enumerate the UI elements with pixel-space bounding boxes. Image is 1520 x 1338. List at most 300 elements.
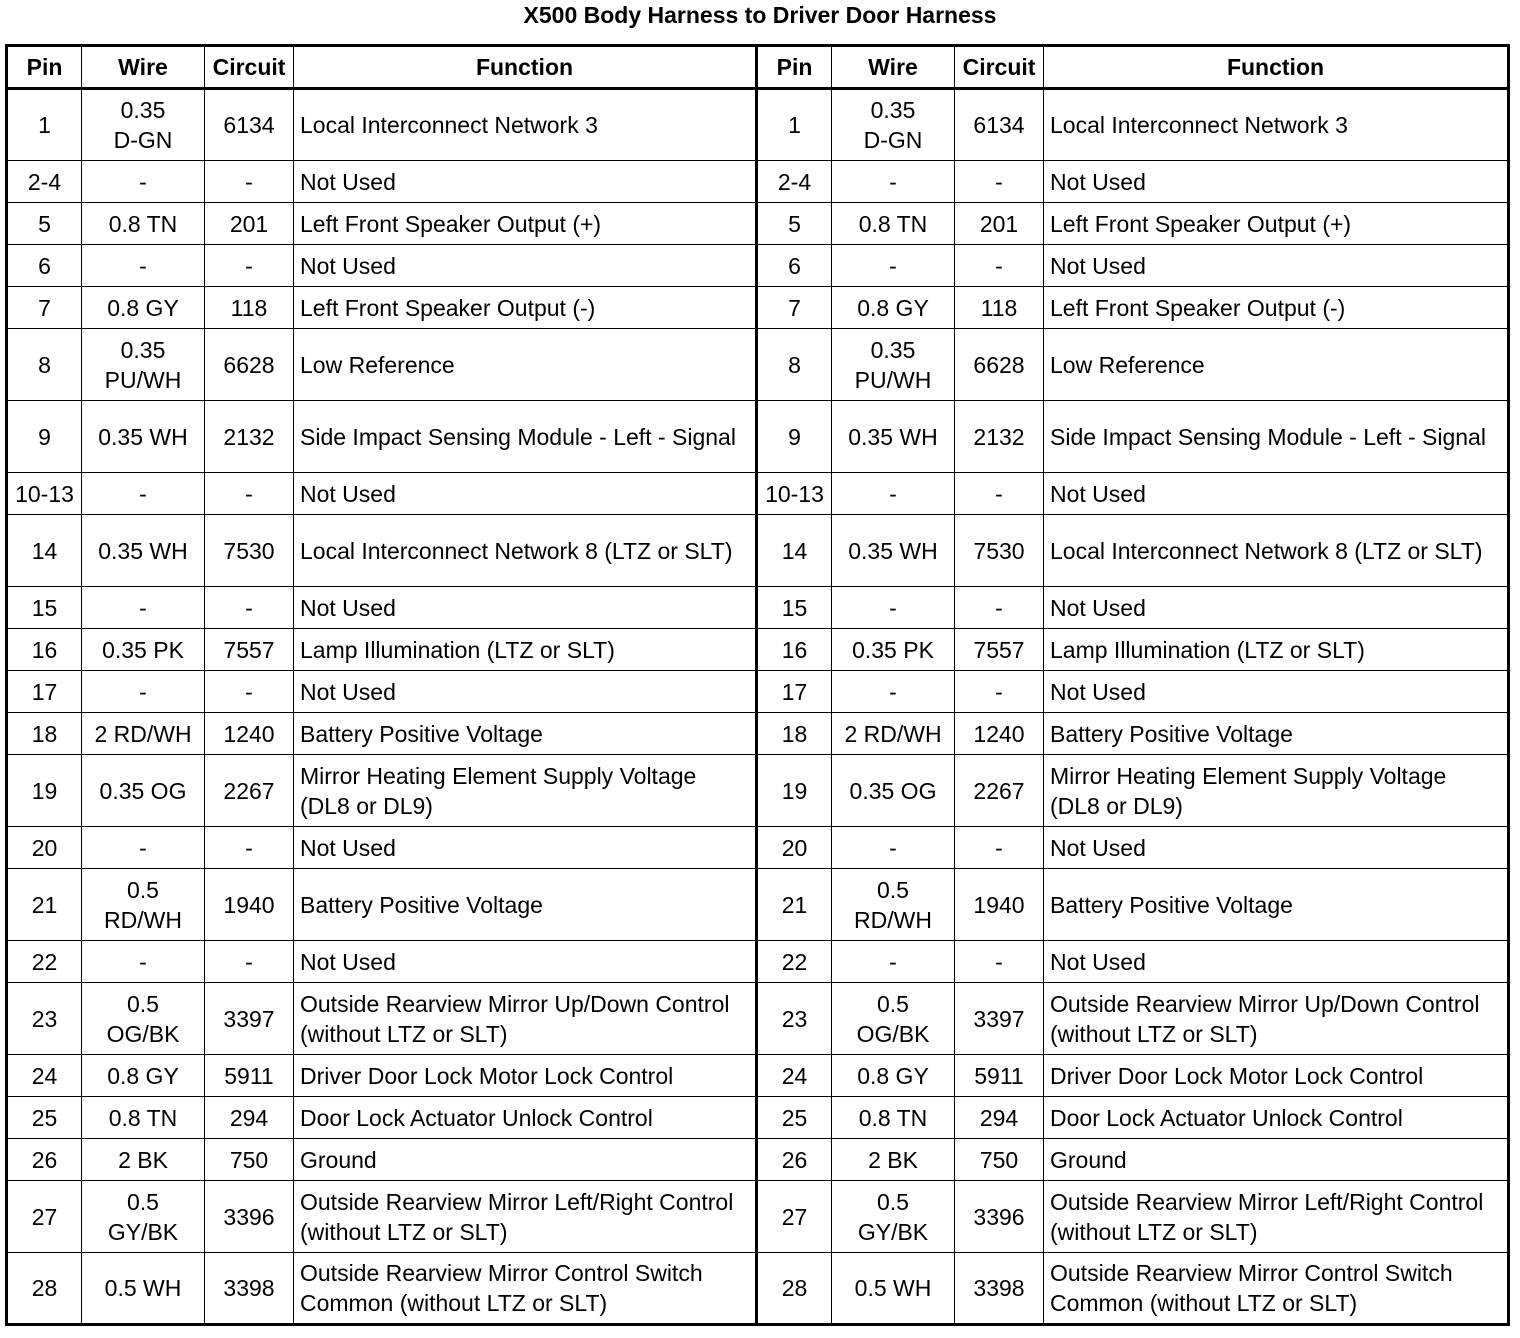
function-cell xyxy=(1044,1181,1509,1253)
function-cell-text: Door Lock Actuator Unlock Control xyxy=(1050,1104,1403,1131)
circuit-cell xyxy=(955,1055,1044,1097)
pin-cell xyxy=(7,671,82,713)
circuit-cell-text: 2267 xyxy=(973,777,1025,804)
circuit-cell xyxy=(955,515,1044,587)
wire-cell-text: 0.35 D-GN xyxy=(113,97,173,153)
function-cell-text: Battery Positive Voltage xyxy=(300,891,543,918)
wire-cell-text: 0.8 TN xyxy=(108,210,178,237)
function-cell-text: Driver Door Lock Motor Lock Control xyxy=(300,1062,674,1089)
function-cell-text: Local Interconnect Network 8 (LTZ or SLT) xyxy=(1050,537,1483,564)
circuit-cell-text: 6134 xyxy=(973,112,1025,138)
function-cell xyxy=(294,515,757,587)
function-cell-text: Local Interconnect Network 3 xyxy=(300,112,598,138)
circuit-cell xyxy=(205,713,294,755)
function-cell xyxy=(1044,473,1509,515)
function-cell-text: Not Used xyxy=(300,678,396,705)
function-cell-text: Lamp Illumination (LTZ or SLT) xyxy=(300,636,615,663)
pin-cell-text: 20 xyxy=(781,834,808,861)
pin-cell xyxy=(757,941,832,983)
function-cell-text: Mirror Heating Element Supply Voltage (DL8 or DL9) xyxy=(300,762,697,819)
table-row xyxy=(7,713,1509,755)
circuit-cell-text: 1240 xyxy=(973,720,1025,747)
pin-cell-text: 8 xyxy=(788,351,801,378)
function-cell-text: Driver Door Lock Motor Lock Control xyxy=(1050,1062,1424,1089)
circuit-cell-text: 1940 xyxy=(223,891,275,918)
wire-cell xyxy=(832,671,955,713)
pin-cell-text: 7 xyxy=(38,294,51,321)
circuit-cell-text: 6628 xyxy=(973,351,1025,378)
circuit-cell xyxy=(955,1253,1044,1325)
table-body xyxy=(7,89,1509,1325)
function-cell xyxy=(1044,713,1509,755)
circuit-cell-text: - xyxy=(245,678,253,705)
wire-cell xyxy=(82,983,205,1055)
pin-cell xyxy=(7,1097,82,1139)
circuit-cell-text: 2267 xyxy=(223,777,275,804)
pin-cell xyxy=(7,1055,82,1097)
function-cell-text: Not Used xyxy=(300,252,396,279)
pin-cell-text: 20 xyxy=(31,834,58,861)
wire-cell xyxy=(832,983,955,1055)
circuit-cell-text: 5911 xyxy=(224,1062,274,1089)
wire-cell-text: - xyxy=(889,252,897,279)
circuit-cell-text: 5911 xyxy=(974,1062,1024,1089)
wire-cell xyxy=(832,329,955,401)
pin-cell xyxy=(7,827,82,869)
circuit-cell xyxy=(205,1181,294,1253)
function-cell-text: Not Used xyxy=(300,948,396,975)
circuit-cell xyxy=(955,401,1044,473)
function-cell xyxy=(1044,161,1509,203)
circuit-cell xyxy=(205,827,294,869)
pin-cell xyxy=(7,287,82,329)
header-wire: Wire xyxy=(832,46,955,89)
circuit-cell xyxy=(955,89,1044,161)
function-cell xyxy=(1044,941,1509,983)
function-cell xyxy=(294,941,757,983)
function-cell xyxy=(294,1253,757,1325)
circuit-cell-text: 118 xyxy=(230,294,268,321)
circuit-cell xyxy=(955,983,1044,1055)
wire-cell xyxy=(832,1139,955,1181)
header-function: Function xyxy=(294,46,757,89)
pin-cell-text: 18 xyxy=(31,720,58,747)
wire-cell-text: - xyxy=(139,252,147,279)
circuit-cell-text: - xyxy=(995,252,1003,279)
circuit-cell-text: 118 xyxy=(980,294,1018,321)
pin-cell xyxy=(757,515,832,587)
circuit-cell-text: 201 xyxy=(979,210,1019,237)
circuit-cell-text: 7530 xyxy=(223,537,275,564)
pin-cell xyxy=(757,1097,832,1139)
function-cell xyxy=(294,89,757,161)
function-cell xyxy=(294,1139,757,1181)
circuit-cell xyxy=(955,827,1044,869)
function-cell xyxy=(1044,983,1509,1055)
pin-cell-text: 2-4 xyxy=(777,168,812,195)
pin-cell-text: 26 xyxy=(781,1146,808,1173)
wire-cell-text: 0.35 OG xyxy=(99,777,187,804)
pin-cell xyxy=(757,587,832,629)
wire-cell-text: 0.35 PU/WH xyxy=(854,336,932,393)
function-cell-text: Outside Rearview Mirror Left/Right Control (without LTZ or SLT) xyxy=(1050,1188,1484,1245)
function-cell-text: Battery Positive Voltage xyxy=(1050,891,1293,918)
function-cell xyxy=(1044,1253,1509,1325)
table-row xyxy=(7,203,1509,245)
wire-cell xyxy=(82,587,205,629)
wire-cell xyxy=(832,1097,955,1139)
function-cell-text: Low Reference xyxy=(300,351,455,378)
function-cell xyxy=(294,1181,757,1253)
pin-cell-text: 26 xyxy=(31,1146,58,1173)
pin-cell-text: 14 xyxy=(781,537,808,564)
wire-cell-text: 2 BK xyxy=(118,1146,168,1173)
function-cell-text: Lamp Illumination (LTZ or SLT) xyxy=(1050,636,1365,663)
pin-cell-text: 16 xyxy=(781,636,808,663)
wire-cell xyxy=(832,713,955,755)
function-cell-text: Left Front Speaker Output (-) xyxy=(300,294,596,321)
pin-cell xyxy=(7,755,82,827)
function-cell xyxy=(294,161,757,203)
pin-cell-text: 21 xyxy=(781,891,808,918)
pin-cell-text: 6 xyxy=(788,252,801,279)
table-row xyxy=(7,1097,1509,1139)
wire-cell-text: - xyxy=(889,678,897,705)
table-row xyxy=(7,755,1509,827)
function-cell xyxy=(1044,401,1509,473)
wire-cell xyxy=(832,755,955,827)
pin-cell-text: 16 xyxy=(31,636,58,663)
function-cell-text: Side Impact Sensing Module - Left - Signal xyxy=(1050,423,1486,450)
function-cell-text: Not Used xyxy=(300,168,396,195)
wire-cell-text: 0.35 WH xyxy=(98,423,188,450)
circuit-cell xyxy=(205,287,294,329)
pin-cell xyxy=(757,401,832,473)
wire-cell-text: - xyxy=(889,480,897,507)
circuit-cell xyxy=(205,203,294,245)
wire-cell-text: 0.35 PK xyxy=(102,636,184,663)
circuit-cell-text: - xyxy=(995,948,1003,975)
function-cell xyxy=(294,713,757,755)
wire-cell-text: 0.35 D-GN xyxy=(863,97,923,153)
pin-cell-text: 1 xyxy=(788,112,801,138)
wire-cell xyxy=(832,287,955,329)
circuit-cell xyxy=(955,587,1044,629)
circuit-cell-text: 7557 xyxy=(973,636,1025,663)
pin-cell-text: 14 xyxy=(31,537,58,564)
function-cell-text: Outside Rearview Mirror Left/Right Control (without LTZ or SLT) xyxy=(300,1188,734,1245)
pin-cell-text: 6 xyxy=(38,252,51,279)
function-cell xyxy=(294,329,757,401)
function-cell xyxy=(1044,89,1509,161)
function-cell-text: Not Used xyxy=(300,594,396,621)
pin-cell-text: 28 xyxy=(31,1275,58,1301)
wire-cell-text: 0.35 PK xyxy=(852,636,934,663)
pin-cell-text: 24 xyxy=(31,1062,58,1089)
pinout-table xyxy=(5,44,1510,1326)
wire-cell xyxy=(82,401,205,473)
pin-cell-text: 17 xyxy=(31,678,58,705)
function-cell-text: Ground xyxy=(300,1146,377,1173)
function-cell xyxy=(1044,869,1509,941)
circuit-cell-text: 3397 xyxy=(223,1005,275,1032)
wire-cell xyxy=(832,941,955,983)
circuit-cell xyxy=(205,473,294,515)
circuit-cell-text: 201 xyxy=(229,210,269,237)
pin-cell xyxy=(7,473,82,515)
circuit-cell xyxy=(205,161,294,203)
function-cell xyxy=(1044,203,1509,245)
pin-cell-text: 27 xyxy=(781,1203,808,1230)
circuit-cell-text: 294 xyxy=(229,1104,269,1131)
wire-cell-text: - xyxy=(889,948,897,975)
wire-cell-text: 0.8 GY xyxy=(107,1062,179,1089)
circuit-cell xyxy=(205,401,294,473)
wire-cell xyxy=(82,827,205,869)
function-cell-text: Not Used xyxy=(1050,594,1146,621)
wire-cell xyxy=(832,1055,955,1097)
circuit-cell xyxy=(205,755,294,827)
circuit-cell xyxy=(955,671,1044,713)
wire-cell xyxy=(832,629,955,671)
pin-cell-text: 8 xyxy=(38,351,51,378)
wire-cell-text: 0.5 WH xyxy=(104,1275,182,1301)
circuit-cell-text: - xyxy=(995,594,1003,621)
wire-cell-text: 0.8 GY xyxy=(857,294,929,321)
function-cell xyxy=(294,245,757,287)
pin-cell-text: 9 xyxy=(788,423,801,450)
pin-cell xyxy=(7,983,82,1055)
table-row xyxy=(7,287,1509,329)
table-row xyxy=(7,89,1509,161)
circuit-cell-text: 1240 xyxy=(223,720,275,747)
circuit-cell xyxy=(955,287,1044,329)
pin-cell xyxy=(757,869,832,941)
wire-cell-text: - xyxy=(139,480,147,507)
pin-cell-text: 23 xyxy=(31,1005,58,1032)
wire-cell xyxy=(82,671,205,713)
pin-cell xyxy=(7,869,82,941)
function-cell xyxy=(1044,245,1509,287)
pin-cell xyxy=(757,203,832,245)
function-cell xyxy=(1044,1055,1509,1097)
circuit-cell-text: 3396 xyxy=(973,1203,1025,1230)
function-cell-text: Not Used xyxy=(1050,480,1146,507)
function-cell-text: Not Used xyxy=(1050,678,1146,705)
table-row xyxy=(7,983,1509,1055)
wire-cell-text: 0.8 GY xyxy=(857,1062,929,1089)
wire-cell xyxy=(82,1097,205,1139)
wire-cell-text: 0.5 WH xyxy=(854,1275,932,1301)
pin-cell xyxy=(7,245,82,287)
function-cell xyxy=(294,671,757,713)
pin-cell xyxy=(7,203,82,245)
wire-cell xyxy=(832,587,955,629)
wire-cell-text: 0.35 WH xyxy=(98,537,188,564)
table-row xyxy=(7,1181,1509,1253)
circuit-cell xyxy=(955,869,1044,941)
pin-cell-text: 28 xyxy=(781,1275,808,1301)
wire-cell-text: 0.35 PU/WH xyxy=(104,336,182,393)
function-cell-text: Mirror Heating Element Supply Voltage (DL8 or DL9) xyxy=(1050,762,1447,819)
circuit-cell xyxy=(205,1253,294,1325)
function-cell-text: Battery Positive Voltage xyxy=(300,720,543,747)
function-cell xyxy=(1044,587,1509,629)
function-cell xyxy=(294,827,757,869)
function-cell xyxy=(1044,671,1509,713)
table-row xyxy=(7,245,1509,287)
wire-cell-text: 0.5 GY/BK xyxy=(107,1188,179,1245)
pin-cell xyxy=(757,1253,832,1325)
circuit-cell-text: 7557 xyxy=(223,636,275,663)
pin-cell xyxy=(757,245,832,287)
circuit-cell xyxy=(955,203,1044,245)
table-row xyxy=(7,671,1509,713)
pin-cell-text: 1 xyxy=(38,112,51,138)
wire-cell-text: - xyxy=(139,168,147,195)
circuit-cell xyxy=(955,1139,1044,1181)
table-row xyxy=(7,515,1509,587)
table-row xyxy=(7,1253,1509,1325)
pin-cell xyxy=(757,1181,832,1253)
function-cell-text: Local Interconnect Network 3 xyxy=(1050,112,1348,138)
pin-cell-text: 5 xyxy=(38,210,51,237)
circuit-cell xyxy=(205,587,294,629)
circuit-cell xyxy=(205,941,294,983)
circuit-cell xyxy=(205,245,294,287)
wire-cell-text: 0.8 TN xyxy=(858,210,928,237)
wire-cell xyxy=(82,473,205,515)
pin-cell xyxy=(7,1181,82,1253)
table-row xyxy=(7,941,1509,983)
circuit-cell xyxy=(955,713,1044,755)
wire-cell xyxy=(832,161,955,203)
function-cell-text: Not Used xyxy=(1050,834,1146,861)
circuit-cell-text: - xyxy=(245,168,253,195)
function-cell-text: Outside Rearview Mirror Up/Down Control (without LTZ or SLT) xyxy=(1050,990,1480,1047)
pin-cell-text: 2-4 xyxy=(27,168,62,195)
function-cell-text: Door Lock Actuator Unlock Control xyxy=(300,1104,653,1131)
pin-cell-text: 22 xyxy=(781,948,808,975)
pin-cell xyxy=(7,587,82,629)
wire-cell xyxy=(82,329,205,401)
wire-cell-text: - xyxy=(889,168,897,195)
function-cell-text: Left Front Speaker Output (-) xyxy=(1050,294,1346,321)
wire-cell xyxy=(832,869,955,941)
wire-cell-text: - xyxy=(139,834,147,861)
circuit-cell xyxy=(205,89,294,161)
pin-cell-text: 17 xyxy=(781,678,808,705)
circuit-cell xyxy=(205,983,294,1055)
pin-cell xyxy=(7,89,82,161)
circuit-cell-text: 7530 xyxy=(973,537,1025,564)
wire-cell xyxy=(82,89,205,161)
wire-cell-text: 0.8 TN xyxy=(858,1104,928,1131)
pin-cell xyxy=(757,161,832,203)
pin-cell-text: 23 xyxy=(781,1005,808,1032)
wire-cell xyxy=(82,869,205,941)
circuit-cell-text: - xyxy=(245,594,253,621)
wire-cell xyxy=(82,1055,205,1097)
wire-cell xyxy=(832,401,955,473)
circuit-cell-text: 3396 xyxy=(223,1203,275,1230)
circuit-cell-text: - xyxy=(245,948,253,975)
pin-cell-text: 25 xyxy=(31,1104,58,1131)
function-cell-text: Left Front Speaker Output (+) xyxy=(300,210,602,237)
table-row xyxy=(7,329,1509,401)
pin-cell-text: 5 xyxy=(788,210,801,237)
circuit-cell-text: - xyxy=(995,480,1003,507)
pin-cell xyxy=(757,755,832,827)
circuit-cell-text: 3397 xyxy=(973,1005,1025,1032)
circuit-cell-text: 750 xyxy=(979,1146,1019,1173)
wire-cell xyxy=(832,245,955,287)
pin-cell-text: 10-13 xyxy=(15,480,74,507)
pin-cell xyxy=(757,983,832,1055)
table-row xyxy=(7,473,1509,515)
function-cell-text: Not Used xyxy=(1050,168,1146,195)
function-cell-text: Battery Positive Voltage xyxy=(1050,720,1293,747)
function-cell-text: Outside Rearview Mirror Control Switch Common (without LTZ or SLT) xyxy=(300,1260,703,1316)
pin-cell-text: 10-13 xyxy=(765,480,824,507)
wire-cell xyxy=(832,89,955,161)
function-cell-text: Low Reference xyxy=(1050,351,1205,378)
wire-cell xyxy=(82,755,205,827)
circuit-cell xyxy=(955,161,1044,203)
function-cell xyxy=(294,587,757,629)
wire-cell xyxy=(82,941,205,983)
pin-cell-text: 21 xyxy=(31,891,58,918)
pin-cell-text: 27 xyxy=(31,1203,58,1230)
circuit-cell-text: 6628 xyxy=(223,351,275,378)
function-cell-text: Not Used xyxy=(300,834,396,861)
wire-cell xyxy=(832,473,955,515)
table-row xyxy=(7,1139,1509,1181)
pin-cell xyxy=(7,629,82,671)
circuit-cell-text: 2132 xyxy=(223,423,275,450)
wire-cell xyxy=(832,1253,955,1325)
wire-cell-text: 0.35 WH xyxy=(848,423,938,450)
pin-cell-text: 24 xyxy=(781,1062,808,1089)
wire-cell-text: 0.35 OG xyxy=(849,777,937,804)
circuit-cell xyxy=(955,473,1044,515)
circuit-cell xyxy=(205,869,294,941)
table-row xyxy=(7,161,1509,203)
function-cell-text: Side Impact Sensing Module - Left - Signal xyxy=(300,423,736,450)
table-row xyxy=(7,629,1509,671)
circuit-cell-text: 6134 xyxy=(223,112,275,138)
pin-cell-text: 18 xyxy=(781,720,808,747)
function-cell xyxy=(294,287,757,329)
wire-cell-text: 2 RD/WH xyxy=(94,720,192,747)
pin-cell xyxy=(757,671,832,713)
header-wire: Wire xyxy=(82,46,205,89)
function-cell-text: Ground xyxy=(1050,1146,1127,1173)
wire-cell-text: - xyxy=(139,948,147,975)
circuit-cell xyxy=(955,629,1044,671)
wire-cell-text: 0.8 TN xyxy=(108,1104,178,1131)
pin-cell xyxy=(757,287,832,329)
pin-cell xyxy=(757,329,832,401)
wire-cell xyxy=(82,713,205,755)
wire-cell xyxy=(82,161,205,203)
function-cell xyxy=(294,1055,757,1097)
wire-cell-text: 0.5 OG/BK xyxy=(106,990,180,1047)
circuit-cell-text: 2132 xyxy=(973,423,1025,450)
circuit-cell-text: - xyxy=(245,480,253,507)
pin-cell xyxy=(757,713,832,755)
wire-cell-text: 0.5 OG/BK xyxy=(856,990,930,1047)
